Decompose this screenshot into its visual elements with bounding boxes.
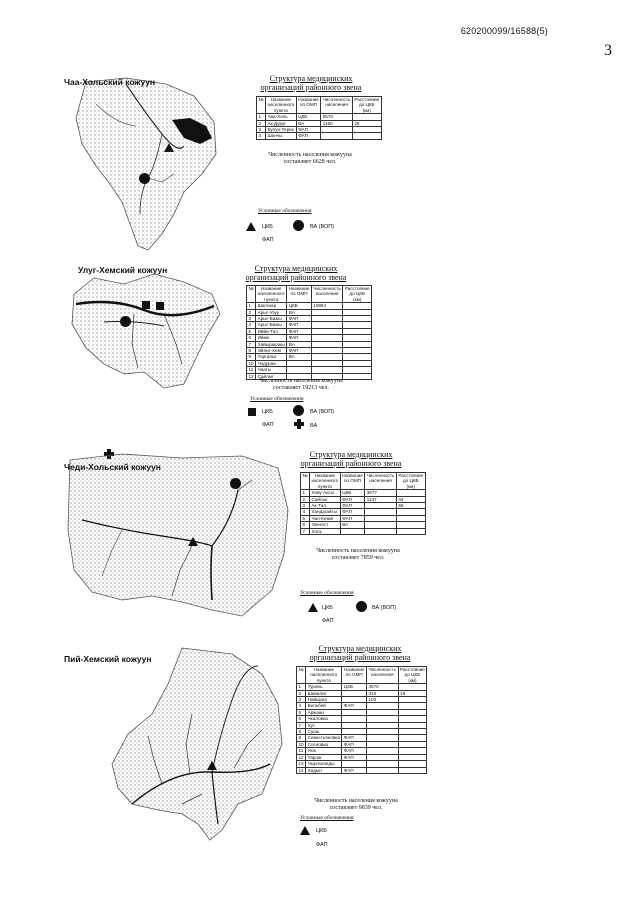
table-row: 6 Элегест ВА: [301, 522, 426, 528]
crb-marker: [164, 143, 174, 152]
table-row: 8 Сушь: [297, 729, 427, 735]
legend-crb-label: ЦКБ: [262, 409, 273, 415]
table-title: Структура медицинских организаций районного звена: [300, 450, 402, 468]
table-row: 5 Аржаан: [297, 709, 427, 715]
table-row: 7 Холь: [301, 528, 426, 534]
col-distance: Расстояние до ЦКБ (км): [354, 97, 380, 113]
table-header-row: № Название населенного пункта Название по ОМП Численность населения Расстояние до ЦКБ (км): [247, 286, 372, 303]
table-title: Структура медицинских организаций районного звена: [309, 644, 411, 662]
legend-va-label: ВА (ВОП): [310, 224, 335, 230]
table-row: 4 Бельбей ФАП: [297, 703, 427, 709]
table-row: 12 Тарлаг ФАП: [297, 754, 427, 760]
population-note: Численность населения кожууна составляет 6628 чел.: [268, 152, 352, 165]
legend-title: Условные обозначения: [300, 590, 354, 596]
legend-title: Условные обозначения: [250, 396, 304, 402]
va-vop-marker: [120, 316, 131, 327]
fap-marker: [156, 302, 164, 310]
crb-marker: [207, 761, 217, 770]
table-row: 1 Хову-Аксы ЦКБ 3677: [301, 490, 426, 496]
table-row: 8 Эйлиг-Хем ФАП: [247, 348, 372, 354]
legend-va-label: ВА: [310, 423, 318, 429]
col-settlement: Название населенного пункта: [267, 97, 295, 113]
table-header-row: № Название населенного пункта Название по ОМП Численность населения Расстояние до ЦКБ (км): [302, 473, 424, 489]
map-title: Чаа-Хольский кожуун: [64, 77, 156, 87]
col-omp: Название по ОМП: [296, 97, 321, 114]
table-row: 1 Турань ЦКБ 4970: [297, 684, 427, 690]
map-title: Пий-Хемский кожуун: [64, 654, 152, 664]
legend-va-icon: [356, 601, 367, 612]
crb-marker: [142, 301, 150, 309]
legend-fap-label: ФАП: [316, 842, 328, 848]
table-row: 6 Ийме ФАП: [247, 335, 372, 341]
table-row: 9 Севастьяновка ФАП: [297, 735, 427, 741]
structure-table: [246, 285, 372, 380]
legend-fap-label: ФАП: [322, 618, 334, 624]
structure-table: [256, 96, 382, 140]
legend-title: Условные обозначения: [258, 208, 312, 214]
table-row: 5 Иййи-Тал ФАП: [247, 328, 372, 334]
table-row: 6 Чкаловка: [297, 716, 427, 722]
table-header-row: № Название населенного пункта Название по ОМП Численность населения Расстояние до ЦКБ (км): [297, 667, 427, 684]
table-row: 2 Шивилиг 310 18: [297, 690, 427, 696]
table-title: Структура медицинских организаций районного звена: [260, 74, 362, 92]
table-row: 12 Сайлыг: [247, 373, 372, 379]
table-row: 2 Сайлыг ФАП 1137 44: [301, 496, 426, 502]
table-row: 3 Арыг-Бажы ФАП: [247, 316, 372, 322]
legend-fap-label: ФАП: [262, 237, 274, 243]
table-row: 3 Ак-Тал ФАП 55: [301, 503, 426, 509]
legend-crb-label: ЦКБ: [316, 828, 327, 834]
table-row: 3 Найырал 103: [297, 697, 427, 703]
table-row: 14 Хадын ФАП: [297, 767, 427, 773]
table-row: 13 Чыргаланды: [297, 761, 427, 767]
table-row: 2 Ак-Дуруг ВА 1150 26: [257, 120, 382, 126]
table-row: 10 Сосновка ФАП: [297, 741, 427, 747]
legend-fap-label: ФАП: [262, 422, 274, 428]
structure-table: [296, 666, 427, 774]
legend-title: Условные обозначения: [300, 815, 354, 821]
population-note: Численность населения кожууна составляет 9839 чел.: [314, 798, 398, 811]
page-number: 3: [604, 42, 612, 59]
table-row: 4 Хандагайты ФАП: [301, 509, 426, 515]
col-num: №: [257, 97, 266, 114]
table-row: 4 Арыг-Бажы ФАП: [247, 322, 372, 328]
legend-va-label: ВА (ВОП): [372, 605, 397, 611]
table-row: 11 Уюк ФАП: [297, 748, 427, 754]
va-marker: [139, 173, 150, 184]
population-note: Численность населения кожууна составляет 19213 чел.: [259, 378, 343, 391]
table-row: 1 Шагонар ЦКБ 10884: [247, 303, 372, 309]
legend-crb-icon: [300, 826, 310, 835]
map-chaa-khol: [66, 74, 226, 259]
map-piy-khem: [62, 644, 294, 844]
table-title: Структура медицинских организаций районного звена: [245, 264, 347, 282]
legend-va-icon: [293, 220, 304, 231]
table-row: 9 Торгалыг ВА: [247, 354, 372, 360]
structure-table: [300, 472, 426, 535]
table-row: 1 Чаа-Холь ЦКБ 5570: [257, 114, 382, 120]
legend-va-icon: [294, 419, 304, 429]
table-row: 7 Хут: [297, 722, 427, 728]
crb-marker: [188, 537, 198, 546]
map-title: Улуг-Хемский кожуун: [78, 265, 168, 275]
legend-crb-icon: [246, 222, 256, 231]
legend-crb-label: ЦКБ: [262, 224, 273, 230]
table-row: 2 Арыг-Узуу ВА: [247, 309, 372, 315]
legend-crb-icon: [308, 603, 318, 612]
map-chedi-khol: [62, 450, 294, 620]
table-row: 7 Хайыраканы ВА: [247, 341, 372, 347]
table-row: 4 Шанчы ФАП: [257, 133, 382, 139]
table-row: 11 Чааты: [247, 367, 372, 373]
table-header-row: [257, 97, 382, 114]
map-ulug-khem: [64, 264, 224, 409]
table-row: 5 Чал-Кежиг ФАП: [301, 515, 426, 521]
map-title: Чеди-Хольский кожуун: [64, 462, 161, 472]
va-marker: [230, 478, 241, 489]
legend-crb-label: ЦКБ: [322, 605, 333, 611]
col-population: Численность населения: [321, 97, 353, 114]
population-note: Численность населения кожууна составляет 7859 чел.: [316, 548, 400, 561]
legend-crb-icon: [248, 408, 256, 416]
document-number: 620200099/16588(5): [460, 26, 548, 36]
legend-va-vop-icon: [293, 405, 304, 416]
table-row: 3 Булун-Терек ФАП: [257, 127, 382, 133]
table-row: 10 Чодураа: [247, 360, 372, 366]
legend-va-vop-label: ВА (ВОП): [310, 409, 335, 415]
